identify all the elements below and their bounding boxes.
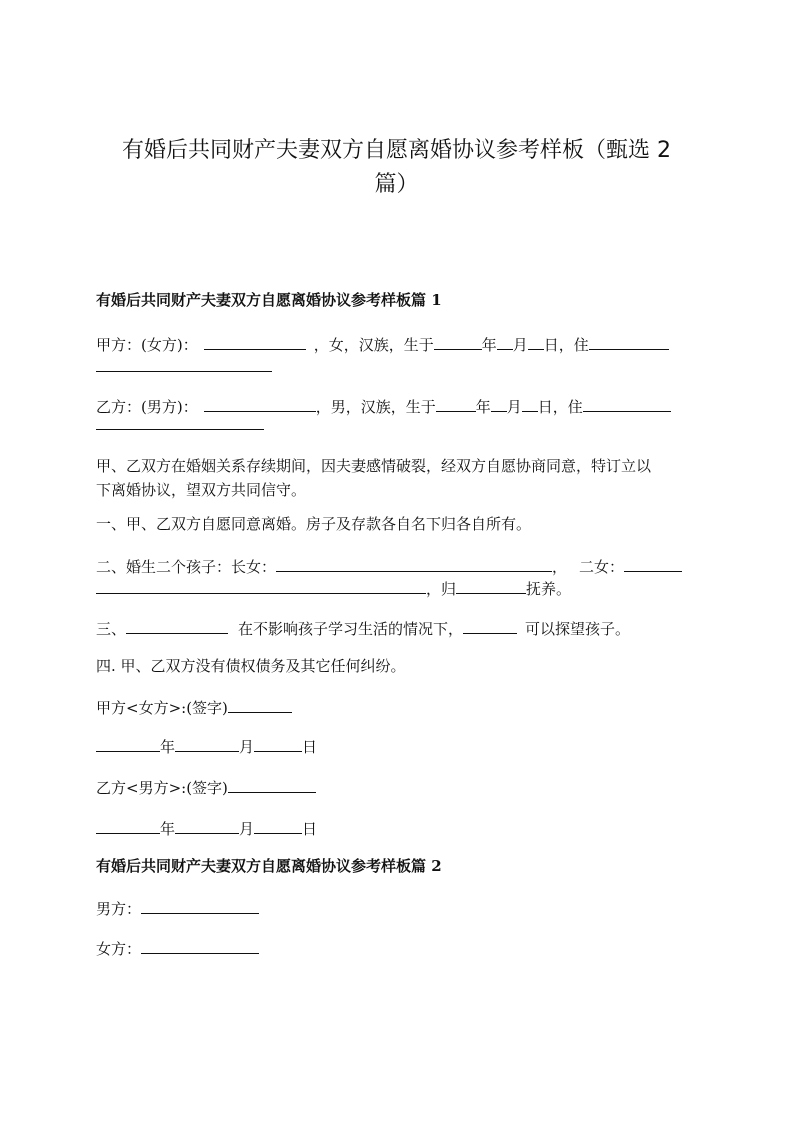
section-2-heading: 有婚后共同财产夫妻双方自愿离婚协议参考样板篇 2 <box>96 857 442 875</box>
title-line-2: 篇） <box>374 172 419 197</box>
custody-blank[interactable] <box>456 578 526 594</box>
item-3-visitor-blank[interactable] <box>463 618 517 634</box>
item-2-raise: 抚养。 <box>526 580 572 598</box>
date-b-line <box>96 818 317 839</box>
woman-label: 女方： <box>96 940 142 958</box>
date-b-month-blank[interactable] <box>175 818 239 834</box>
woman-line <box>96 938 259 959</box>
item-3-party-blank[interactable] <box>126 618 228 634</box>
intro-line-2: 下离婚协议，望双方共同信守。 <box>96 481 307 499</box>
date-a-year: 年 <box>160 738 176 756</box>
date-b-year: 年 <box>160 820 176 838</box>
eldest-daughter-blank[interactable] <box>276 556 552 572</box>
item-3-line <box>96 618 630 639</box>
date-a-year-blank[interactable] <box>96 736 160 752</box>
second-daughter-blank-2[interactable] <box>96 578 426 594</box>
party-a-day-blank[interactable] <box>528 334 544 350</box>
party-b-day-blank[interactable] <box>522 396 538 412</box>
second-daughter-blank[interactable] <box>624 556 682 572</box>
party-a-day: 日，住 <box>543 336 589 354</box>
man-blank[interactable] <box>141 898 259 914</box>
item-2-belong: ，归 <box>426 580 457 598</box>
party-a-address-blank-2[interactable] <box>96 356 272 372</box>
intro-line-1: 甲、乙双方在婚姻关系存续期间，因夫妻感情破裂，经双方自愿协商同意，特订立以 <box>96 457 652 475</box>
item-4: 四. 甲、乙双方没有债权债务及其它任何纠纷。 <box>96 657 406 675</box>
item-3-prefix: 三、 <box>96 620 127 638</box>
party-b-address-line <box>96 414 264 435</box>
date-a-day: 日 <box>302 738 318 756</box>
sign-a-blank[interactable] <box>228 697 292 713</box>
date-b-month: 月 <box>239 820 255 838</box>
sign-a-line <box>96 697 292 718</box>
party-b-gender: ，男，汉族，生于 <box>315 398 436 416</box>
party-a-year-blank[interactable] <box>434 334 482 350</box>
party-a-label: 甲方：(女方)： <box>96 336 198 354</box>
intro-paragraph <box>96 454 701 502</box>
party-b-address-blank-2[interactable] <box>96 414 264 430</box>
item-2-line <box>96 556 682 577</box>
party-b-month: 月 <box>506 398 522 416</box>
date-b-day: 日 <box>302 820 318 838</box>
date-a-line <box>96 736 317 757</box>
party-a-gender: ，女，汉族，生于 <box>313 336 434 354</box>
party-b-year: 年 <box>475 398 491 416</box>
party-b-month-blank[interactable] <box>491 396 507 412</box>
party-b-day: 日，住 <box>537 398 583 416</box>
woman-blank[interactable] <box>141 938 259 954</box>
sign-b-label: 乙方<男方>:(签字) <box>96 779 228 797</box>
date-a-month: 月 <box>239 738 255 756</box>
party-a-month-blank[interactable] <box>497 334 513 350</box>
party-b-address-blank[interactable] <box>583 396 671 412</box>
item-2-line-2 <box>96 578 571 599</box>
section-1-heading: 有婚后共同财产夫妻双方自愿离婚协议参考样板篇 1 <box>96 291 442 309</box>
man-line <box>96 898 259 919</box>
man-label: 男方： <box>96 900 142 918</box>
item-2-prefix: 二、婚生二个孩子：长女： <box>96 558 277 576</box>
item-2-second: 二女： <box>579 558 625 576</box>
item-2-comma: ， <box>552 558 568 576</box>
item-3-middle: 在不影响孩子学习生活的情况下， <box>238 620 464 638</box>
party-a-address-line <box>96 356 272 377</box>
date-a-month-blank[interactable] <box>175 736 239 752</box>
item-3-suffix: 可以探望孩子。 <box>525 620 631 638</box>
party-a-month: 月 <box>512 336 528 354</box>
party-b-name-blank[interactable] <box>204 396 316 412</box>
title-line-1: 有婚后共同财产夫妻双方自愿离婚协议参考样板（甄选 2 <box>122 138 671 163</box>
party-b-label: 乙方：(男方)： <box>96 398 198 416</box>
party-b-year-blank[interactable] <box>436 396 476 412</box>
party-a-line <box>96 334 669 355</box>
party-a-name-blank[interactable] <box>204 334 306 350</box>
date-b-day-blank[interactable] <box>254 818 302 834</box>
sign-a-label: 甲方<女方>:(签字) <box>96 699 228 717</box>
party-a-year: 年 <box>481 336 497 354</box>
sign-b-line <box>96 777 316 798</box>
party-a-address-blank[interactable] <box>589 334 669 350</box>
date-b-year-blank[interactable] <box>96 818 160 834</box>
document-title <box>80 134 713 202</box>
item-1: 一、甲、乙双方自愿同意离婚。房子及存款各自名下归各自所有。 <box>96 515 532 533</box>
sign-b-blank[interactable] <box>228 777 316 793</box>
date-a-day-blank[interactable] <box>254 736 302 752</box>
